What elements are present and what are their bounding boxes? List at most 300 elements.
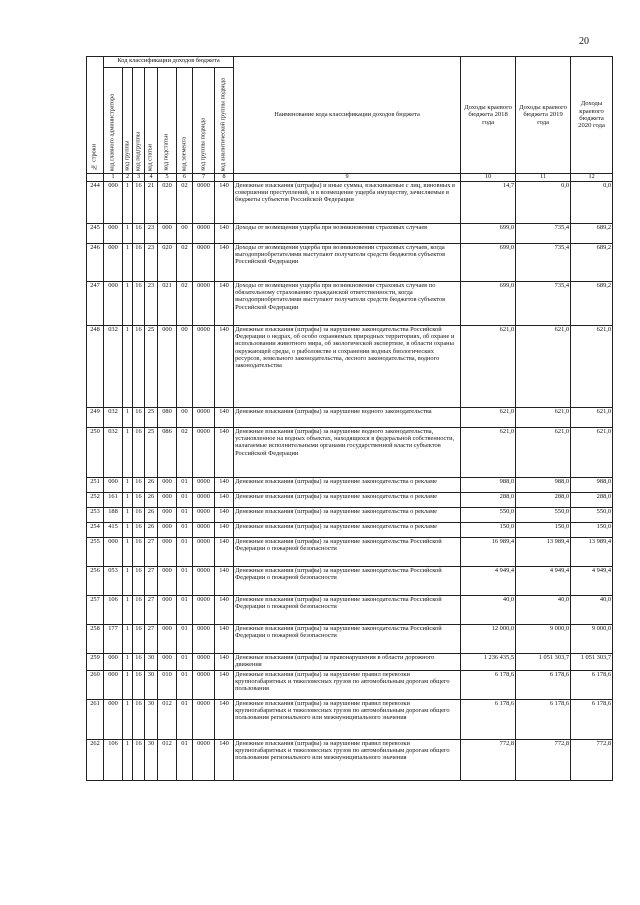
income-name: Денежные взыскания (штрафы) за нарушение законодательства Российской Федерации о пожарной безопасности — [234, 596, 461, 625]
income-name: Доходы от возмещения ущерба при возникновении страховых случаев — [234, 224, 461, 244]
income-2020: 621,0 — [571, 428, 613, 478]
subgroup-code: 16 — [133, 493, 145, 508]
header-row-no-label: № строки — [90, 144, 98, 171]
element-code: 00 — [177, 326, 193, 408]
article-code: 26 — [145, 523, 158, 538]
article-code: 27 — [145, 538, 158, 567]
income-2020: 150,0 — [571, 523, 613, 538]
table-row — [87, 671, 613, 700]
article-code: 27 — [145, 596, 158, 625]
income-2019: 988,0 — [516, 478, 571, 493]
admin-code: 000 — [104, 224, 123, 244]
column-number: 12 — [571, 174, 613, 182]
income-2018: 288,0 — [461, 493, 516, 508]
row-number: 260 — [87, 671, 104, 700]
table-row — [87, 428, 613, 478]
income-2020: 550,0 — [571, 508, 613, 523]
income-name: Денежные взыскания (штрафы) за нарушение законодательства о рекламе — [234, 523, 461, 538]
subarticle-code: 012 — [158, 740, 177, 781]
group-code: 1 — [123, 493, 133, 508]
column-number: 11 — [516, 174, 571, 182]
element-code: 01 — [177, 654, 193, 671]
income-2020: 621,0 — [571, 326, 613, 408]
admin-code: 000 — [104, 478, 123, 493]
header-code-group: Код классификации доходов бюджета — [104, 57, 234, 68]
group-code: 1 — [123, 567, 133, 596]
article-code: 30 — [145, 740, 158, 781]
subtype-group-code: 0000 — [193, 740, 215, 781]
column-number: 1 — [104, 174, 123, 182]
table-row — [87, 508, 613, 523]
admin-code: 032 — [104, 428, 123, 478]
table-row — [87, 596, 613, 625]
analytic-group-code: 140 — [215, 244, 234, 282]
subgroup-code: 16 — [133, 478, 145, 493]
income-2020: 0,0 — [571, 182, 613, 224]
income-2018: 621,0 — [461, 428, 516, 478]
income-2020: 9 000,0 — [571, 625, 613, 654]
income-2018: 1 236 435,5 — [461, 654, 516, 671]
table-row — [87, 224, 613, 244]
group-code: 1 — [123, 478, 133, 493]
subtype-group-code: 0000 — [193, 478, 215, 493]
element-code: 01 — [177, 625, 193, 654]
admin-code: 415 — [104, 523, 123, 538]
row-number: 256 — [87, 567, 104, 596]
subtype-group-code: 0000 — [193, 493, 215, 508]
table-row — [87, 478, 613, 493]
income-2018: 40,0 — [461, 596, 516, 625]
income-2019: 735,4 — [516, 282, 571, 326]
subarticle-code: 000 — [158, 538, 177, 567]
element-code: 01 — [177, 523, 193, 538]
group-code: 1 — [123, 244, 133, 282]
analytic-group-code: 140 — [215, 478, 234, 493]
income-name: Доходы от возмещения ущерба при возникновении страховых случаев, когда выгодоприобретателями выступают получатели средств бюджетов субъектов Российской Федерации — [234, 244, 461, 282]
table-row — [87, 700, 613, 740]
row-number: 247 — [87, 282, 104, 326]
element-code: 01 — [177, 538, 193, 567]
group-code: 1 — [123, 596, 133, 625]
analytic-group-code: 140 — [215, 408, 234, 428]
subtype-group-code: 0000 — [193, 408, 215, 428]
header-code-col — [215, 68, 234, 174]
column-number-row — [87, 174, 613, 182]
subarticle-code: 000 — [158, 493, 177, 508]
group-code: 1 — [123, 508, 133, 523]
header-code-col — [123, 68, 133, 174]
admin-code: 106 — [104, 740, 123, 781]
table-row — [87, 523, 613, 538]
article-code: 25 — [145, 408, 158, 428]
income-2019: 621,0 — [516, 408, 571, 428]
analytic-group-code: 140 — [215, 326, 234, 408]
article-code: 30 — [145, 654, 158, 671]
admin-code: 161 — [104, 493, 123, 508]
analytic-group-code: 140 — [215, 654, 234, 671]
header-code-label: код аналитической группы подвида — [219, 77, 227, 171]
group-code: 1 — [123, 740, 133, 781]
income-2019: 735,4 — [516, 224, 571, 244]
income-2018: 12 000,0 — [461, 625, 516, 654]
header-row-no — [87, 57, 104, 174]
row-number: 252 — [87, 493, 104, 508]
admin-code: 000 — [104, 700, 123, 740]
income-2019: 772,8 — [516, 740, 571, 781]
income-name: Денежные взыскания (штрафы) за нарушение законодательства Российской Федерации о пожарной безопасности — [234, 567, 461, 596]
group-code: 1 — [123, 671, 133, 700]
analytic-group-code: 140 — [215, 596, 234, 625]
income-2019: 40,0 — [516, 596, 571, 625]
income-2018: 550,0 — [461, 508, 516, 523]
subgroup-code: 16 — [133, 567, 145, 596]
subgroup-code: 16 — [133, 244, 145, 282]
income-2020: 6 178,6 — [571, 700, 613, 740]
row-number: 257 — [87, 596, 104, 625]
subarticle-code: 000 — [158, 326, 177, 408]
analytic-group-code: 140 — [215, 428, 234, 478]
column-number: 10 — [461, 174, 516, 182]
table-row — [87, 567, 613, 596]
income-2019: 6 178,6 — [516, 671, 571, 700]
subtype-group-code: 0000 — [193, 326, 215, 408]
row-number: 249 — [87, 408, 104, 428]
subarticle-code: 000 — [158, 224, 177, 244]
income-name: Денежные взыскания (штрафы) за нарушение правил перевозки крупногабаритных и тяжеловесных грузов по автомобильным дорогам общего пользования регионального или межмуниципального значения — [234, 700, 461, 740]
income-2019: 621,0 — [516, 326, 571, 408]
admin-code: 000 — [104, 182, 123, 224]
income-2020: 621,0 — [571, 408, 613, 428]
element-code: 00 — [177, 224, 193, 244]
header-income-2020: Доходы краевого бюджета 2020 года — [571, 57, 613, 174]
income-2020: 689,2 — [571, 224, 613, 244]
article-code: 27 — [145, 625, 158, 654]
article-code: 30 — [145, 671, 158, 700]
subgroup-code: 16 — [133, 282, 145, 326]
column-number: 6 — [177, 174, 193, 182]
element-code: 00 — [177, 408, 193, 428]
income-name: Денежные взыскания (штрафы) за правонарушения в области дорожного движения — [234, 654, 461, 671]
group-code: 1 — [123, 654, 133, 671]
subarticle-code: 000 — [158, 523, 177, 538]
header-code-col — [104, 68, 123, 174]
subarticle-code: 010 — [158, 671, 177, 700]
admin-code: 177 — [104, 625, 123, 654]
group-code: 1 — [123, 408, 133, 428]
table-row — [87, 654, 613, 671]
income-name: Денежные взыскания (штрафы) за нарушение законодательства о рекламе — [234, 478, 461, 493]
group-code: 1 — [123, 523, 133, 538]
income-2018: 150,0 — [461, 523, 516, 538]
subarticle-code: 086 — [158, 428, 177, 478]
header-income-2018: Доходы краевого бюджета 2018 года — [461, 57, 516, 174]
subgroup-code: 16 — [133, 700, 145, 740]
subtype-group-code: 0000 — [193, 508, 215, 523]
subtype-group-code: 0000 — [193, 244, 215, 282]
column-number: 5 — [158, 174, 177, 182]
income-2019: 0,0 — [516, 182, 571, 224]
income-2019: 13 989,4 — [516, 538, 571, 567]
header-code-label: код элемента — [180, 136, 188, 171]
article-code: 25 — [145, 428, 158, 478]
row-number: 259 — [87, 654, 104, 671]
table-row — [87, 326, 613, 408]
subgroup-code: 16 — [133, 508, 145, 523]
income-2019: 735,4 — [516, 244, 571, 282]
income-2018: 988,0 — [461, 478, 516, 493]
admin-code: 000 — [104, 538, 123, 567]
income-classification-table — [86, 56, 613, 781]
row-number: 253 — [87, 508, 104, 523]
subarticle-code: 000 — [158, 478, 177, 493]
subarticle-code: 000 — [158, 654, 177, 671]
subgroup-code: 16 — [133, 224, 145, 244]
income-2018: 6 178,6 — [461, 671, 516, 700]
subgroup-code: 16 — [133, 596, 145, 625]
article-code: 21 — [145, 182, 158, 224]
subarticle-code: 000 — [158, 567, 177, 596]
table-row — [87, 244, 613, 282]
subarticle-code: 012 — [158, 700, 177, 740]
element-code: 02 — [177, 244, 193, 282]
subgroup-code: 16 — [133, 408, 145, 428]
element-code: 01 — [177, 567, 193, 596]
table-row — [87, 740, 613, 781]
analytic-group-code: 140 — [215, 538, 234, 567]
article-code: 27 — [145, 567, 158, 596]
table-row — [87, 282, 613, 326]
table-row — [87, 538, 613, 567]
income-2019: 621,0 — [516, 428, 571, 478]
group-code: 1 — [123, 538, 133, 567]
subgroup-code: 16 — [133, 428, 145, 478]
subgroup-code: 16 — [133, 523, 145, 538]
group-code: 1 — [123, 182, 133, 224]
header-code-label: код подстатьи — [162, 134, 170, 171]
income-2019: 6 178,6 — [516, 700, 571, 740]
subarticle-code: 000 — [158, 508, 177, 523]
row-number: 255 — [87, 538, 104, 567]
income-name: Денежные взыскания (штрафы) за нарушение правил перевозки крупногабаритных и тяжеловесных грузов по автомобильным дорогам общего пользования регионального или межмуниципального значения — [234, 740, 461, 781]
article-code: 25 — [145, 326, 158, 408]
income-2020: 4 949,4 — [571, 567, 613, 596]
analytic-group-code: 140 — [215, 282, 234, 326]
column-number: 2 — [123, 174, 133, 182]
element-code: 01 — [177, 671, 193, 700]
header-row-group — [87, 57, 613, 68]
table-row — [87, 625, 613, 654]
subtype-group-code: 0000 — [193, 700, 215, 740]
subgroup-code: 16 — [133, 182, 145, 224]
admin-code: 053 — [104, 567, 123, 596]
subgroup-code: 16 — [133, 326, 145, 408]
article-code: 26 — [145, 478, 158, 493]
column-number: 4 — [145, 174, 158, 182]
income-2018: 621,0 — [461, 408, 516, 428]
income-name: Денежные взыскания (штрафы) за нарушение законодательства Российской Федерации о пожарной безопасности — [234, 625, 461, 654]
element-code: 01 — [177, 508, 193, 523]
income-name: Денежные взыскания (штрафы) за нарушение законодательства о рекламе — [234, 493, 461, 508]
subtype-group-code: 0000 — [193, 428, 215, 478]
element-code: 01 — [177, 478, 193, 493]
subgroup-code: 16 — [133, 740, 145, 781]
element-code: 01 — [177, 493, 193, 508]
income-2020: 689,2 — [571, 244, 613, 282]
income-2020: 689,2 — [571, 282, 613, 326]
subarticle-code: 000 — [158, 596, 177, 625]
article-code: 26 — [145, 493, 158, 508]
income-2018: 4 949,4 — [461, 567, 516, 596]
article-code: 26 — [145, 508, 158, 523]
subgroup-code: 16 — [133, 625, 145, 654]
income-2018: 6 178,6 — [461, 700, 516, 740]
income-name: Денежные взыскания (штрафы) за нарушение водного законодательства, установленное на водных объектах, находящихся в федеральной собственности, налагаемые исполнительными органами государственной власти субъектов Российской Федерации — [234, 428, 461, 478]
subtype-group-code: 0000 — [193, 596, 215, 625]
column-number: 8 — [215, 174, 234, 182]
analytic-group-code: 140 — [215, 182, 234, 224]
income-2019: 550,0 — [516, 508, 571, 523]
income-2019: 9 000,0 — [516, 625, 571, 654]
group-code: 1 — [123, 700, 133, 740]
article-code: 30 — [145, 700, 158, 740]
income-2018: 14,7 — [461, 182, 516, 224]
subtype-group-code: 0000 — [193, 538, 215, 567]
subarticle-code: 000 — [158, 625, 177, 654]
admin-code: 032 — [104, 326, 123, 408]
analytic-group-code: 140 — [215, 671, 234, 700]
income-name: Денежные взыскания (штрафы) за нарушение законодательства о рекламе — [234, 508, 461, 523]
analytic-group-code: 140 — [215, 567, 234, 596]
header-code-col — [158, 68, 177, 174]
admin-code: 000 — [104, 654, 123, 671]
page-number: 20 — [579, 36, 589, 47]
subtype-group-code: 0000 — [193, 282, 215, 326]
income-name: Денежные взыскания (штрафы) за нарушение водного законодательства — [234, 408, 461, 428]
income-2020: 988,0 — [571, 478, 613, 493]
subgroup-code: 16 — [133, 538, 145, 567]
header-code-label: код статьи — [146, 143, 154, 171]
group-code: 1 — [123, 625, 133, 654]
element-code: 02 — [177, 182, 193, 224]
column-number: 3 — [133, 174, 145, 182]
column-number: 9 — [234, 174, 461, 182]
group-code: 1 — [123, 326, 133, 408]
table-row — [87, 493, 613, 508]
article-code: 23 — [145, 244, 158, 282]
income-name: Денежные взыскания (штрафы) и иные суммы, взыскиваемые с лиц, виновных в совершении преступлений, и в возмещение ущерба имуществу, зачисляемые в бюджеты субъектов Российской Федерации — [234, 182, 461, 224]
income-2018: 772,8 — [461, 740, 516, 781]
row-number: 250 — [87, 428, 104, 478]
subtype-group-code: 0000 — [193, 523, 215, 538]
subtype-group-code: 0000 — [193, 625, 215, 654]
header-income-2019: Доходы краевого бюджета 2019 года — [516, 57, 571, 174]
subtype-group-code: 0000 — [193, 567, 215, 596]
element-code: 01 — [177, 700, 193, 740]
column-number — [87, 174, 104, 182]
analytic-group-code: 140 — [215, 493, 234, 508]
subgroup-code: 16 — [133, 654, 145, 671]
group-code: 1 — [123, 282, 133, 326]
element-code: 02 — [177, 282, 193, 326]
income-name: Денежные взыскания (штрафы) за нарушение законодательства Российской Федерации о пожарной безопасности — [234, 538, 461, 567]
header-code-label: код группы — [123, 141, 131, 171]
income-2019: 1 051 303,7 — [516, 654, 571, 671]
analytic-group-code: 140 — [215, 740, 234, 781]
income-2018: 699,0 — [461, 282, 516, 326]
income-2020: 288,0 — [571, 493, 613, 508]
article-code: 23 — [145, 224, 158, 244]
income-2019: 4 949,4 — [516, 567, 571, 596]
income-2018: 16 989,4 — [461, 538, 516, 567]
income-2018: 699,0 — [461, 244, 516, 282]
analytic-group-code: 140 — [215, 523, 234, 538]
table-body — [87, 182, 613, 781]
analytic-group-code: 140 — [215, 700, 234, 740]
row-number: 244 — [87, 182, 104, 224]
header-code-col — [193, 68, 215, 174]
subarticle-code: 080 — [158, 408, 177, 428]
income-name: Денежные взыскания (штрафы) за нарушение правил перевозки крупногабаритных и тяжеловесных грузов по автомобильным дорогам общего пользования — [234, 671, 461, 700]
analytic-group-code: 140 — [215, 508, 234, 523]
subarticle-code: 020 — [158, 244, 177, 282]
row-number: 258 — [87, 625, 104, 654]
element-code: 01 — [177, 740, 193, 781]
element-code: 02 — [177, 428, 193, 478]
admin-code: 000 — [104, 282, 123, 326]
subtype-group-code: 0000 — [193, 182, 215, 224]
subarticle-code: 021 — [158, 282, 177, 326]
subtype-group-code: 0000 — [193, 654, 215, 671]
header-name: Наименование кода классификации доходов бюджета — [234, 57, 461, 174]
group-code: 1 — [123, 428, 133, 478]
row-number: 251 — [87, 478, 104, 493]
admin-code: 000 — [104, 244, 123, 282]
income-2018: 699,0 — [461, 224, 516, 244]
group-code: 1 — [123, 224, 133, 244]
admin-code: 188 — [104, 508, 123, 523]
header-code-col — [145, 68, 158, 174]
header-code-label: код группы подвида — [199, 118, 207, 171]
income-2020: 1 051 303,7 — [571, 654, 613, 671]
subtype-group-code: 0000 — [193, 671, 215, 700]
header-code-col — [133, 68, 145, 174]
header-code-label: код главного администратора — [108, 93, 116, 171]
income-2020: 6 178,6 — [571, 671, 613, 700]
row-number: 248 — [87, 326, 104, 408]
row-number: 245 — [87, 224, 104, 244]
income-2019: 150,0 — [516, 523, 571, 538]
column-number: 7 — [193, 174, 215, 182]
income-2020: 772,8 — [571, 740, 613, 781]
subarticle-code: 020 — [158, 182, 177, 224]
income-2019: 288,0 — [516, 493, 571, 508]
table-row — [87, 182, 613, 224]
row-number: 246 — [87, 244, 104, 282]
article-code: 23 — [145, 282, 158, 326]
admin-code: 000 — [104, 671, 123, 700]
income-name: Доходы от возмещения ущерба при возникновении страховых случаев по обязательному страхованию гражданской ответственности, когда выгодоприобретателями выступают получатели средств бюджетов субъектов Российской Федерации — [234, 282, 461, 326]
income-name: Денежные взыскания (штрафы) за нарушение законодательства Российской Федерации о недрах, об особо охраняемых природных территориях, об охране и использовании животного мира, об экологической экспертизе, в области охраны окружающей среды, о рыболовстве и сохранении водных биологических ресурсов, земельного законодательства, лесного законодательства, водного законодательства — [234, 326, 461, 408]
income-2020: 40,0 — [571, 596, 613, 625]
income-2018: 621,0 — [461, 326, 516, 408]
row-number: 254 — [87, 523, 104, 538]
table-row — [87, 408, 613, 428]
analytic-group-code: 140 — [215, 224, 234, 244]
header-code-label: код подгруппы — [134, 131, 142, 171]
element-code: 01 — [177, 596, 193, 625]
header-code-col — [177, 68, 193, 174]
income-2020: 13 989,4 — [571, 538, 613, 567]
